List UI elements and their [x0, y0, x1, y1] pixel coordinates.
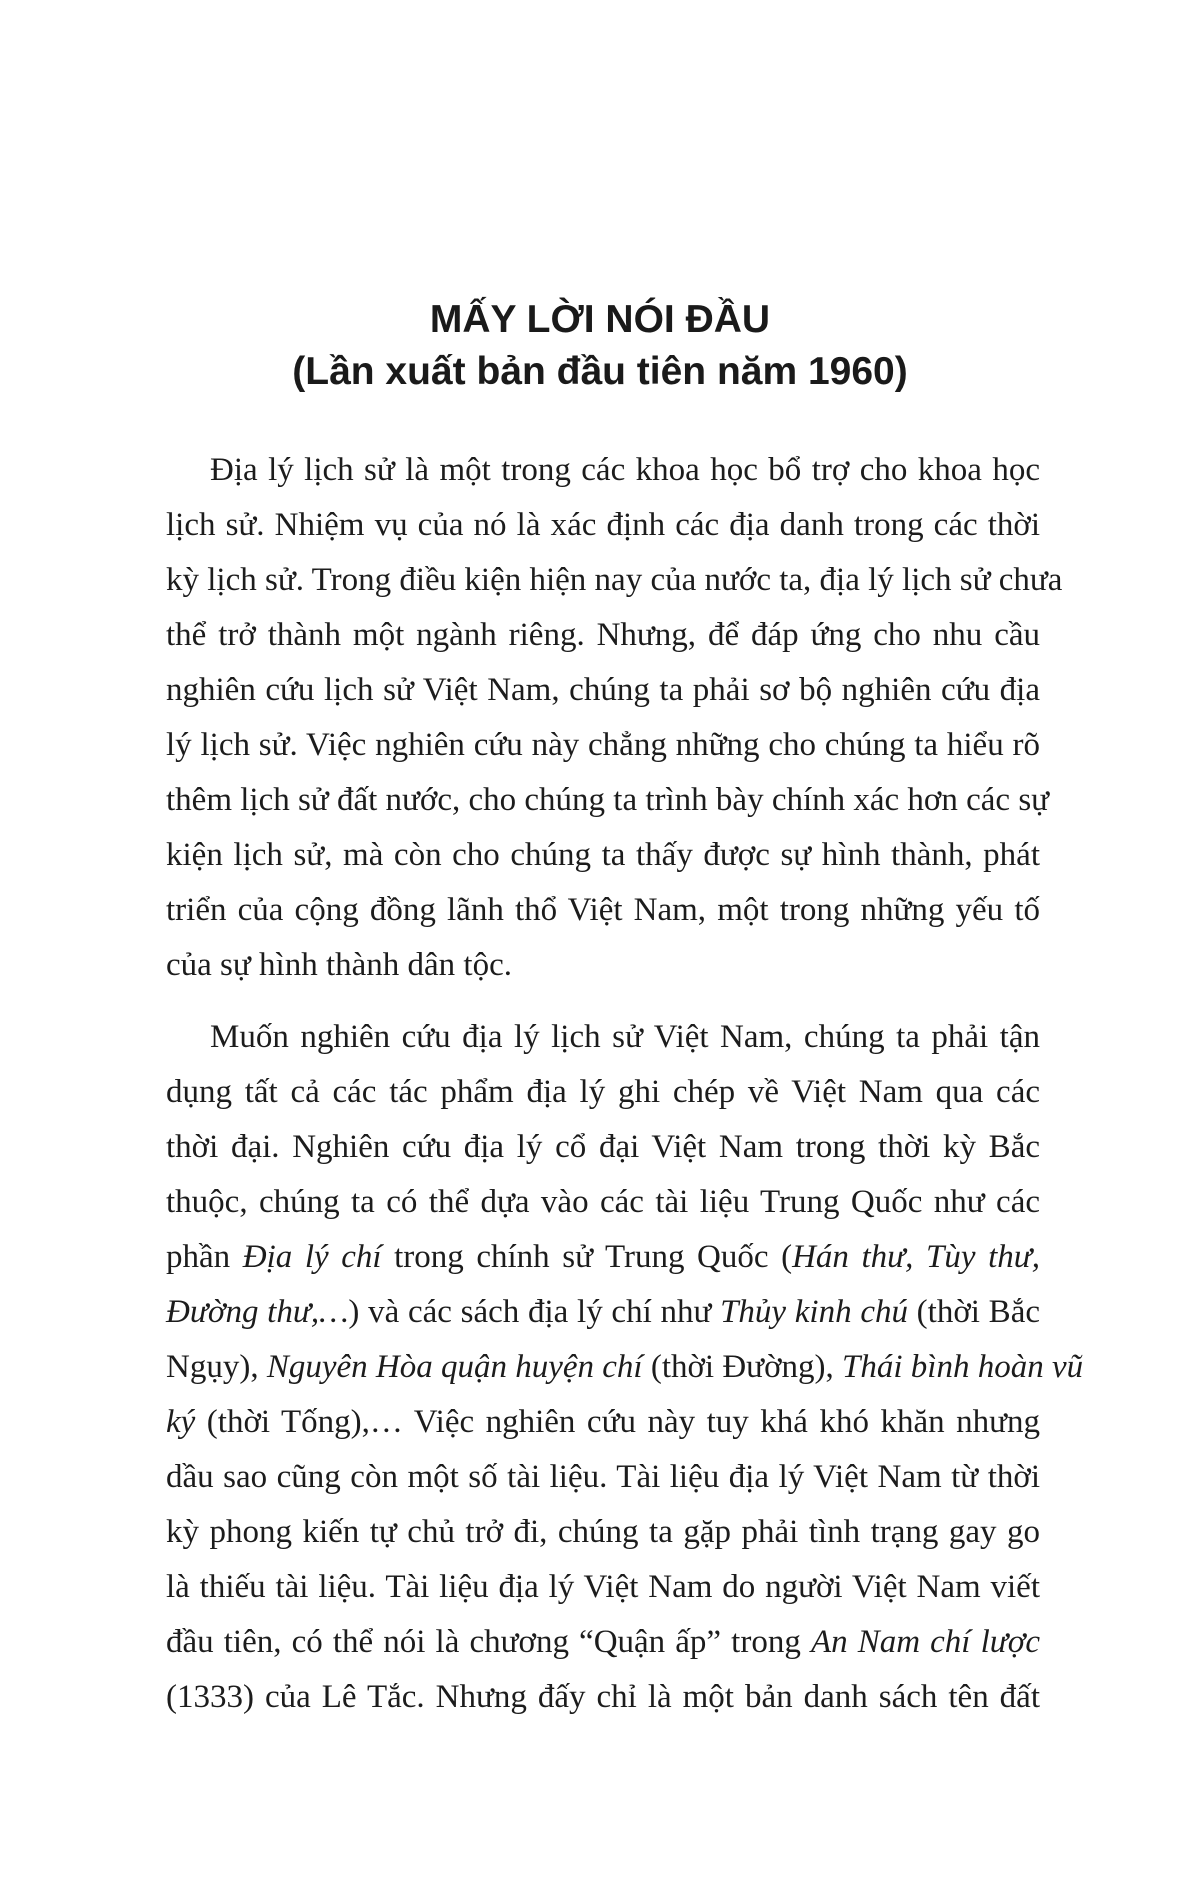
- text-line: Muốn nghiên cứu địa lý lịch sử Việt Nam, chúng ta phải tận: [210, 1019, 1040, 1055]
- book-title: Hán thư, Tùy thư,: [792, 1239, 1040, 1275]
- text-line: thuộc, chúng ta có thể dựa vào các tài liệu Trung Quốc như các: [166, 1184, 1040, 1220]
- text-line: Địa lý lịch sử là một trong các khoa học bổ trợ cho khoa học: [210, 452, 1040, 488]
- text-line: lịch sử. Nhiệm vụ của nó là xác định các địa danh trong các thời: [166, 507, 1040, 543]
- text-line: [166, 1395, 1040, 1450]
- book-title: An Nam chí lược: [810, 1624, 1040, 1660]
- text-line: [166, 1285, 1040, 1340]
- text-line: [166, 1340, 1084, 1395]
- text-run: (thời Bắc: [907, 1294, 1040, 1330]
- text-run: (thời Tống),… Việc nghiên cứu này tuy khá khó khăn nhưng: [195, 1404, 1040, 1440]
- text-line: thời đại. Nghiên cứu địa lý cổ đại Việt Nam trong thời kỳ Bắc: [166, 1129, 1040, 1165]
- text-line: thêm lịch sử đất nước, cho chúng ta trình bày chính xác hơn các sự: [166, 782, 1050, 818]
- text-line: kỳ phong kiến tự chủ trở đi, chúng ta gặp phải tình trạng gay go: [166, 1514, 1040, 1550]
- text-line: kỳ lịch sử. Trong điều kiện hiện nay của nước ta, địa lý lịch sử chưa: [166, 562, 1063, 598]
- chapter-title: MẤY LỜI NÓI ĐẦU: [429, 298, 771, 341]
- book-title: Địa lý chí: [242, 1239, 382, 1275]
- text-line: triển của cộng đồng lãnh thổ Việt Nam, một trong những yếu tố: [166, 892, 1040, 928]
- text-line: dụng tất cả các tác phẩm địa lý ghi chép về Việt Nam qua các: [166, 1074, 1040, 1110]
- paragraph-1: [166, 443, 1063, 993]
- book-title: Thủy kinh chú: [720, 1294, 908, 1330]
- text-line: [166, 1230, 1040, 1285]
- text-run: đầu tiên, có thể nói là chương “Quận ấp” trong: [166, 1624, 811, 1660]
- text-line: nghiên cứu lịch sử Việt Nam, chúng ta phải sơ bộ nghiên cứu địa: [166, 672, 1040, 708]
- text-line: của sự hình thành dân tộc.: [166, 947, 512, 983]
- book-title: Thái bình hoàn vũ: [842, 1349, 1084, 1385]
- text-line: kiện lịch sử, mà còn cho chúng ta thấy được sự hình thành, phát: [166, 837, 1040, 873]
- text-run: ) và các sách địa lý chí như: [348, 1294, 721, 1330]
- text-run: Ngụy),: [166, 1349, 267, 1385]
- book-title: Đường thư,…: [166, 1294, 349, 1330]
- book-title: Nguyên Hòa quận huyện chí: [266, 1349, 643, 1385]
- text-run: trong chính sử Trung Quốc (: [381, 1239, 793, 1275]
- text-line: thể trở thành một ngành riêng. Nhưng, để đáp ứng cho nhu cầu: [166, 617, 1040, 653]
- text-line: [166, 1615, 1040, 1670]
- text-line: (1333) của Lê Tắc. Nhưng đấy chỉ là một bản danh sách tên đất: [166, 1679, 1040, 1715]
- paragraph-2: [166, 1010, 1084, 1725]
- text-line: dầu sao cũng còn một số tài liệu. Tài liệu địa lý Việt Nam từ thời: [166, 1459, 1040, 1495]
- text-line: là thiếu tài liệu. Tài liệu địa lý Việt Nam do người Việt Nam viết: [166, 1569, 1040, 1605]
- text-run: phần: [166, 1239, 243, 1275]
- book-title: ký: [166, 1404, 196, 1440]
- text-line: lý lịch sử. Việc nghiên cứu này chẳng những cho chúng ta hiểu rõ: [166, 727, 1040, 763]
- chapter-subtitle: (Lần xuất bản đầu tiên năm 1960): [292, 350, 908, 393]
- text-run: (thời Đường),: [642, 1349, 843, 1385]
